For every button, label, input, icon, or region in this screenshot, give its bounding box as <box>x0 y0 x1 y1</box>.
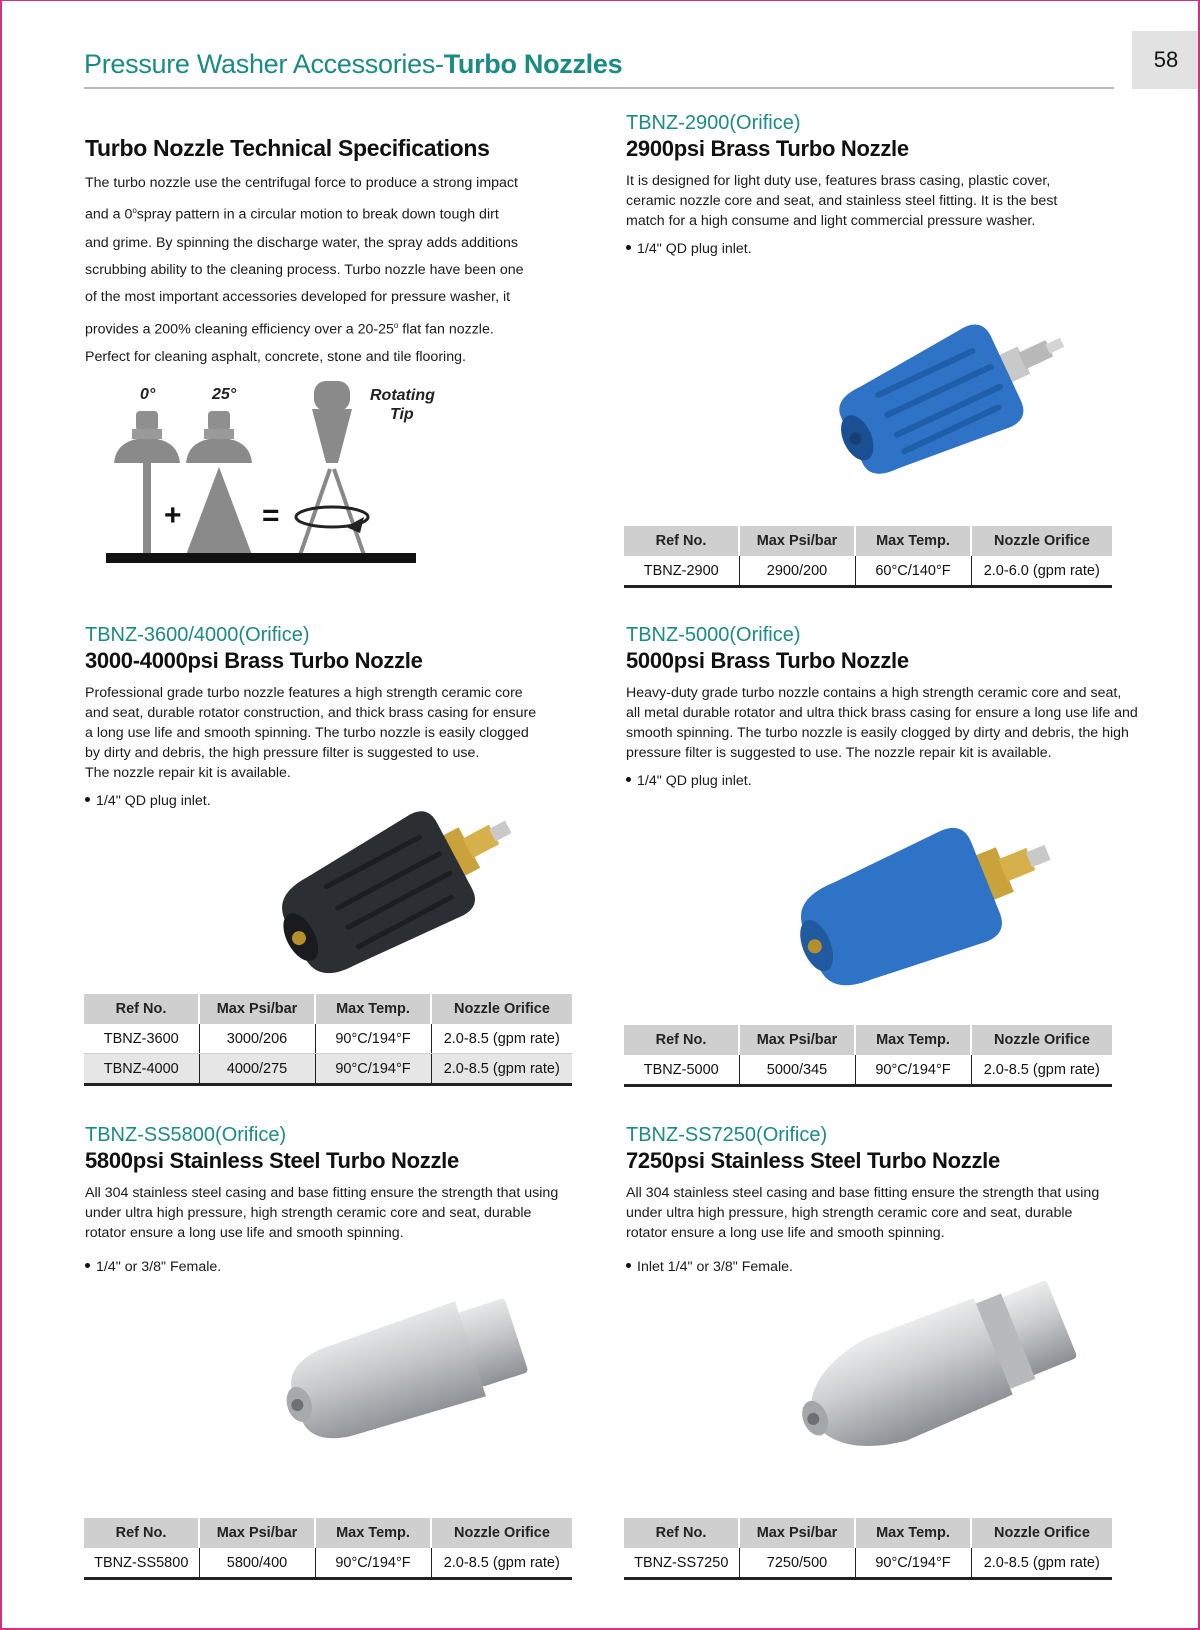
desc-line: by dirty and debris, the high pressure filter is suggested to use. <box>85 745 480 761</box>
col-header: Nozzle Orifice <box>971 1025 1112 1055</box>
desc-line: All 304 stainless steel casing and base fitting ensure the strength that using <box>85 1185 559 1201</box>
spec-table-ss7250 <box>624 1518 1112 1580</box>
col-header: Max Temp. <box>855 1025 971 1055</box>
title-bold: Turbo Nozzles <box>443 49 623 79</box>
header-divider <box>84 87 1114 89</box>
desc-line: and seat, durable rotator construction, and thick brass casing for ensure <box>85 705 537 721</box>
col-header: Max Psi/bar <box>199 994 315 1024</box>
col-header: Max Psi/bar <box>739 1518 855 1548</box>
specs-title: Turbo Nozzle Technical Specifications <box>85 135 490 161</box>
desc-line: all metal durable rotator and ultra thick brass casing for ensure a long use life and <box>626 705 1138 721</box>
desc-line: smooth spinning. The turbo nozzle is easily clogged by dirty and debris, the high <box>626 725 1129 741</box>
table-cell: 5800/400 <box>199 1548 315 1579</box>
specs-body <box>85 170 525 371</box>
product-title: 5000psi Brass Turbo Nozzle <box>626 648 909 673</box>
col-header: Max Psi/bar <box>739 526 855 556</box>
table-header-row <box>624 526 1112 556</box>
col-header: Nozzle Orifice <box>431 994 572 1024</box>
col-header: Ref No. <box>84 994 199 1024</box>
product-description <box>85 1183 565 1243</box>
col-header: Ref No. <box>624 526 739 556</box>
product-title: 5800psi Stainless Steel Turbo Nozzle <box>85 1148 459 1173</box>
product-title: 3000-4000psi Brass Turbo Nozzle <box>85 648 423 673</box>
product-code: TBNZ-5000(Orifice) <box>626 624 801 646</box>
product-3600-4000 <box>85 623 555 809</box>
plus-sign: + <box>164 499 182 532</box>
desc-line: a long use life and smooth spinning. The turbo nozzle is easily clogged <box>85 725 529 741</box>
degree-sup: o <box>393 320 399 330</box>
desc-line: rotator ensure a long use life and smooth spinning. <box>85 1225 404 1241</box>
table-row <box>624 1548 1112 1579</box>
fan-nozzle-icon <box>186 411 252 555</box>
table-cell: TBNZ-SS7250 <box>624 1548 739 1579</box>
table-cell: 2.0-8.5 (gpm rate) <box>971 1548 1112 1579</box>
rotating-tip-icon <box>296 381 368 555</box>
desc-line: Heavy-duty grade turbo nozzle contains a high strength ceramic core and seat, <box>626 685 1122 701</box>
table-cell: 7250/500 <box>739 1548 855 1579</box>
product-code: TBNZ-2900(Orifice) <box>626 112 801 134</box>
col-header: Max Temp. <box>855 526 971 556</box>
spec-table-2900 <box>624 526 1112 588</box>
bullet-dot <box>85 1263 90 1268</box>
table-cell: 90°C/194°F <box>315 1024 431 1054</box>
specs-body-part: spray pattern in a circular motion to break down tough dirt and grime. By spinning the discharge water, the spray adds additions scrubbing ability to the cleaning process. Turbo nozzle have been one of the most important accessories developed for pressure washer, it provides a 200% cleaning efficiency over a 20-25 <box>85 207 524 338</box>
bullet-dot <box>626 777 631 782</box>
table-cell: 5000/345 <box>739 1055 855 1086</box>
table-cell: TBNZ-SS5800 <box>84 1548 199 1579</box>
product-code: TBNZ-SS5800(Orifice) <box>85 1124 287 1146</box>
table-row <box>84 1024 572 1054</box>
bullet-text: 1/4" QD plug inlet. <box>96 793 211 809</box>
table-cell: 2.0-8.5 (gpm rate) <box>971 1055 1112 1086</box>
bullet-text: 1/4" QD plug inlet. <box>637 241 752 257</box>
col-header: Max Temp. <box>315 994 431 1024</box>
col-header: Ref No. <box>624 1025 739 1055</box>
product-code: TBNZ-3600/4000(Orifice) <box>85 624 310 646</box>
table-cell: 90°C/194°F <box>855 1055 971 1086</box>
product-5000 <box>626 623 1146 789</box>
table-row <box>624 1055 1112 1086</box>
product-description: It is designed for light duty use, features brass casing, plastic cover, ceramic nozzle core and seat, and stainless steel fitting. It is the best match for a high consume and light commercial pressure washer. <box>626 173 1058 229</box>
table-header-row <box>84 1518 572 1548</box>
label-rotating: Rotating <box>370 387 435 404</box>
title-prefix: Pressure Washer Accessories- <box>84 49 444 79</box>
desc-line: The nozzle repair kit is available. <box>85 765 291 781</box>
bullet-text: Inlet 1/4" or 3/8" Female. <box>637 1259 793 1275</box>
page-title <box>84 49 622 80</box>
spray-pattern-diagram <box>102 381 442 591</box>
product-description <box>626 683 1146 763</box>
equals-sign: = <box>262 499 280 532</box>
blue-heavy-nozzle-image <box>772 801 1082 1001</box>
table-cell: 60°C/140°F <box>855 556 971 587</box>
table-row <box>84 1054 572 1085</box>
ground-line <box>106 553 416 563</box>
stainless-5800-nozzle-image <box>252 1281 552 1461</box>
col-header: Max Psi/bar <box>739 1025 855 1055</box>
desc-line: under ultra high pressure, high strength ceramic core and seat, durable <box>626 1205 1073 1221</box>
bullet-dot <box>626 1263 631 1268</box>
table-cell: 3000/206 <box>199 1024 315 1054</box>
spec-table-3600-4000 <box>84 994 572 1086</box>
stainless-7250-nozzle-image <box>772 1271 1092 1471</box>
table-cell: TBNZ-4000 <box>84 1054 199 1085</box>
table-cell: 4000/275 <box>199 1054 315 1085</box>
product-code: TBNZ-SS7250(Orifice) <box>626 1124 828 1146</box>
specs-body-part: The turbo nozzle use the centrifugal force to produce a strong impact and a 0 <box>85 175 518 224</box>
specs-body-part: flat fan nozzle. Perfect for cleaning asphalt, concrete, stone and tile flooring. <box>85 321 494 365</box>
product-bullet <box>85 1259 565 1275</box>
product-title: 2900psi Brass Turbo Nozzle <box>626 136 909 161</box>
table-cell: 2.0-6.0 (gpm rate) <box>971 556 1112 587</box>
desc-line: pressure filter is suggested to use. The nozzle repair kit is available. <box>626 745 1052 761</box>
desc-line: Professional grade turbo nozzle features a high strength ceramic core <box>85 685 523 701</box>
specs-section <box>85 135 525 371</box>
col-header: Max Temp. <box>315 1518 431 1548</box>
col-header: Nozzle Orifice <box>431 1518 572 1548</box>
bullet-dot <box>626 245 631 250</box>
blue-nozzle-image <box>802 301 1092 491</box>
table-cell: 2.0-8.5 (gpm rate) <box>431 1024 572 1054</box>
page-number: 58 <box>1132 31 1200 89</box>
label-25-degree: 25° <box>212 386 237 403</box>
bullet-text: 1/4" or 3/8" Female. <box>96 1259 222 1275</box>
desc-line: rotator ensure a long use life and smooth spinning. <box>626 1225 945 1241</box>
table-cell: 90°C/194°F <box>315 1054 431 1085</box>
col-header: Ref No. <box>624 1518 739 1548</box>
bullet-text: 1/4" QD plug inlet. <box>637 773 752 789</box>
degree-sup: o <box>132 206 137 216</box>
desc-line: under ultra high pressure, high strength ceramic core and seat, durable <box>85 1205 532 1221</box>
table-cell: TBNZ-2900 <box>624 556 739 587</box>
product-bullet <box>626 241 1146 257</box>
label-tip: Tip <box>390 406 414 423</box>
bullet-dot <box>85 797 90 802</box>
product-ss7250 <box>626 1123 1146 1275</box>
col-header: Ref No. <box>84 1518 199 1548</box>
table-cell: 2.0-8.5 (gpm rate) <box>431 1054 572 1085</box>
col-header: Max Temp. <box>855 1518 971 1548</box>
col-header: Max Psi/bar <box>199 1518 315 1548</box>
product-description <box>626 1183 1146 1243</box>
product-description <box>85 683 555 783</box>
black-nozzle-image <box>252 791 542 981</box>
label-0-degree: 0° <box>140 386 156 403</box>
col-header: Nozzle Orifice <box>971 1518 1112 1548</box>
table-header-row <box>624 1025 1112 1055</box>
table-row <box>84 1548 572 1579</box>
table-cell: 2900/200 <box>739 556 855 587</box>
spec-table-ss5800 <box>84 1518 572 1580</box>
spec-table-5000 <box>624 1025 1112 1087</box>
col-header: Nozzle Orifice <box>971 526 1112 556</box>
table-cell: 90°C/194°F <box>315 1548 431 1579</box>
table-header-row <box>84 994 572 1024</box>
table-cell: 90°C/194°F <box>855 1548 971 1579</box>
product-ss5800 <box>85 1123 565 1275</box>
table-row <box>624 556 1112 587</box>
product-title: 7250psi Stainless Steel Turbo Nozzle <box>626 1148 1000 1173</box>
product-2900 <box>626 111 1146 257</box>
product-bullet <box>626 773 1146 789</box>
table-cell: TBNZ-5000 <box>624 1055 739 1086</box>
table-cell: 2.0-8.5 (gpm rate) <box>431 1548 572 1579</box>
desc-line: All 304 stainless steel casing and base fitting ensure the strength that using <box>626 1185 1100 1201</box>
table-header-row <box>624 1518 1112 1548</box>
table-cell: TBNZ-3600 <box>84 1024 199 1054</box>
